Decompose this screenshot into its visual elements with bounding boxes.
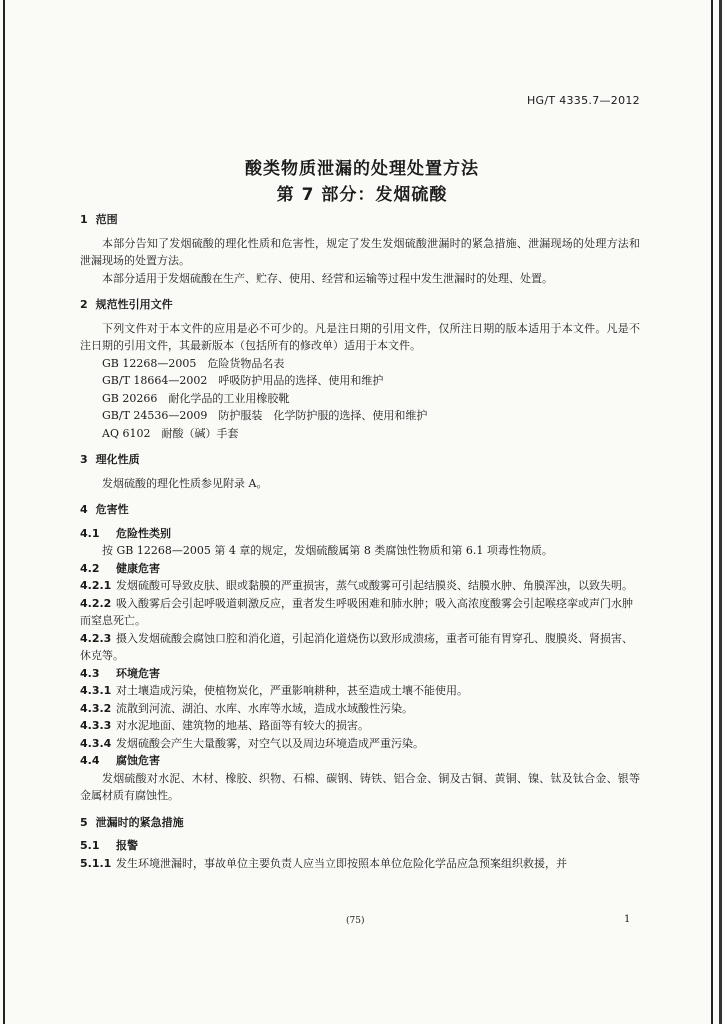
clause-4-2-3: 4.2.3 摄入发烟硫酸会腐蚀口腔和消化道，引起消化道烧伤以致形成溃疡，重者可能有胃穿孔、腹膜炎、肾损害、休克等。 <box>80 631 633 662</box>
section-3-heading: 3 理化性质 <box>80 453 140 466</box>
clause-4-3-2: 4.3.2 流散到河流、湖泊、水库、水库等水域，造成水域酸性污染。 <box>80 701 413 715</box>
section-4-heading: 4 危害性 <box>80 503 129 516</box>
section-3-paragraph-1: 发烟硫酸的理化性质参见附录 A。 <box>102 476 268 490</box>
section-2-paragraph-1: 下列文件对于本文件的应用是必不可少的。凡是注日期的引用文件，仅所注日期的版本适用于本文件。凡是不注日期的引用文件，其最新版本（包括所有的修改单）适用于本文件。 <box>80 321 640 352</box>
reference-item: GB/T 24536—2009 防护服装 化学防护服的选择、使用和维护 <box>102 409 428 422</box>
section-1-paragraph-2: 本部分适用于发烟硫酸在生产、贮存、使用、经营和运输等过程中发生泄漏时的处理、处置。 <box>102 271 553 285</box>
reference-item: GB 20266 耐化学品的工业用橡胶靴 <box>102 391 290 405</box>
section-1-heading: 1 范围 <box>80 213 118 226</box>
document-body <box>80 211 640 872</box>
section-2-heading: 2 规范性引用文件 <box>80 298 173 311</box>
clause-4-3-3: 4.3.3 对水泥地面、建筑物的地基、路面等有较大的损害。 <box>80 719 369 732</box>
document-title: 酸类物质泄漏的处理处置方法 <box>245 159 479 179</box>
section-4-4-paragraph: 发烟硫酸对水泥、木材、橡胶、织物、石棉、碳钢、铸铁、铝合金、铜及古铜、黄铜、镍、钛及钛合金、银等金属材质有腐蚀性。 <box>80 771 640 802</box>
section-4-3-heading: 4.3 环境危害 <box>80 666 160 680</box>
clause-4-2-2: 4.2.2 吸入酸雾后会引起呼吸道刺激反应，重者发生呼吸困难和肺水肿；吸入高浓度酸雾会引起喉痉挛或声门水肿而窒息死亡。 <box>80 596 633 627</box>
standard-number: HG/T 4335.7—2012 <box>526 94 640 107</box>
section-4-1-paragraph: 按 GB 12268—2005 第 4 章的规定，发烟硫酸属第 8 类腐蚀性物质和第 6.1 项毒性物质。 <box>102 544 553 557</box>
section-5-1-heading: 5.1 报警 <box>80 839 138 852</box>
section-4-1-heading: 4.1 危险性类别 <box>80 526 171 540</box>
section-1-paragraph-1: 本部分告知了发烟硫酸的理化性质和危害性，规定了发生发烟硫酸泄漏时的紧急措施、泄漏现场的处理方法和泄漏现场的处置方法。 <box>80 236 640 267</box>
clause-4-2-1: 4.2.1 发烟硫酸可导致皮肤、眼或黏膜的严重损害，蒸气或酸雾可引起结膜炎、结膜水肿、角膜浑浊，以致失明。 <box>80 579 633 592</box>
clause-4-3-4: 4.3.4 发烟硫酸会产生大量酸雾，对空气以及周边环境造成严重污染。 <box>80 736 424 750</box>
page-number: 1 <box>624 914 631 925</box>
clause-5-1-1: 5.1.1 发生环境泄漏时，事故单位主要负责人应当立即按照本单位危险化学品应急预案组织救援，并 <box>80 856 567 870</box>
section-4-4-heading: 4.4 腐蚀危害 <box>80 754 160 767</box>
reference-item: GB 12268—2005 危险货物品名表 <box>102 356 285 370</box>
clause-4-3-1: 4.3.1 对土壤造成污染，使植物炭化，严重影响耕种，甚至造成土壤不能使用。 <box>80 684 468 697</box>
document-subtitle: 第 7 部分：发烟硫酸 <box>276 185 448 205</box>
reference-item: GB/T 18664—2002 呼吸防护用品的选择、使用和维护 <box>102 374 384 387</box>
reference-item: AQ 6102 耐酸（碱）手套 <box>102 426 239 440</box>
section-5-heading: 5 泄漏时的紧急措施 <box>80 815 184 829</box>
page-code: (75) <box>346 916 365 926</box>
section-4-2-heading: 4.2 健康危害 <box>80 561 160 575</box>
